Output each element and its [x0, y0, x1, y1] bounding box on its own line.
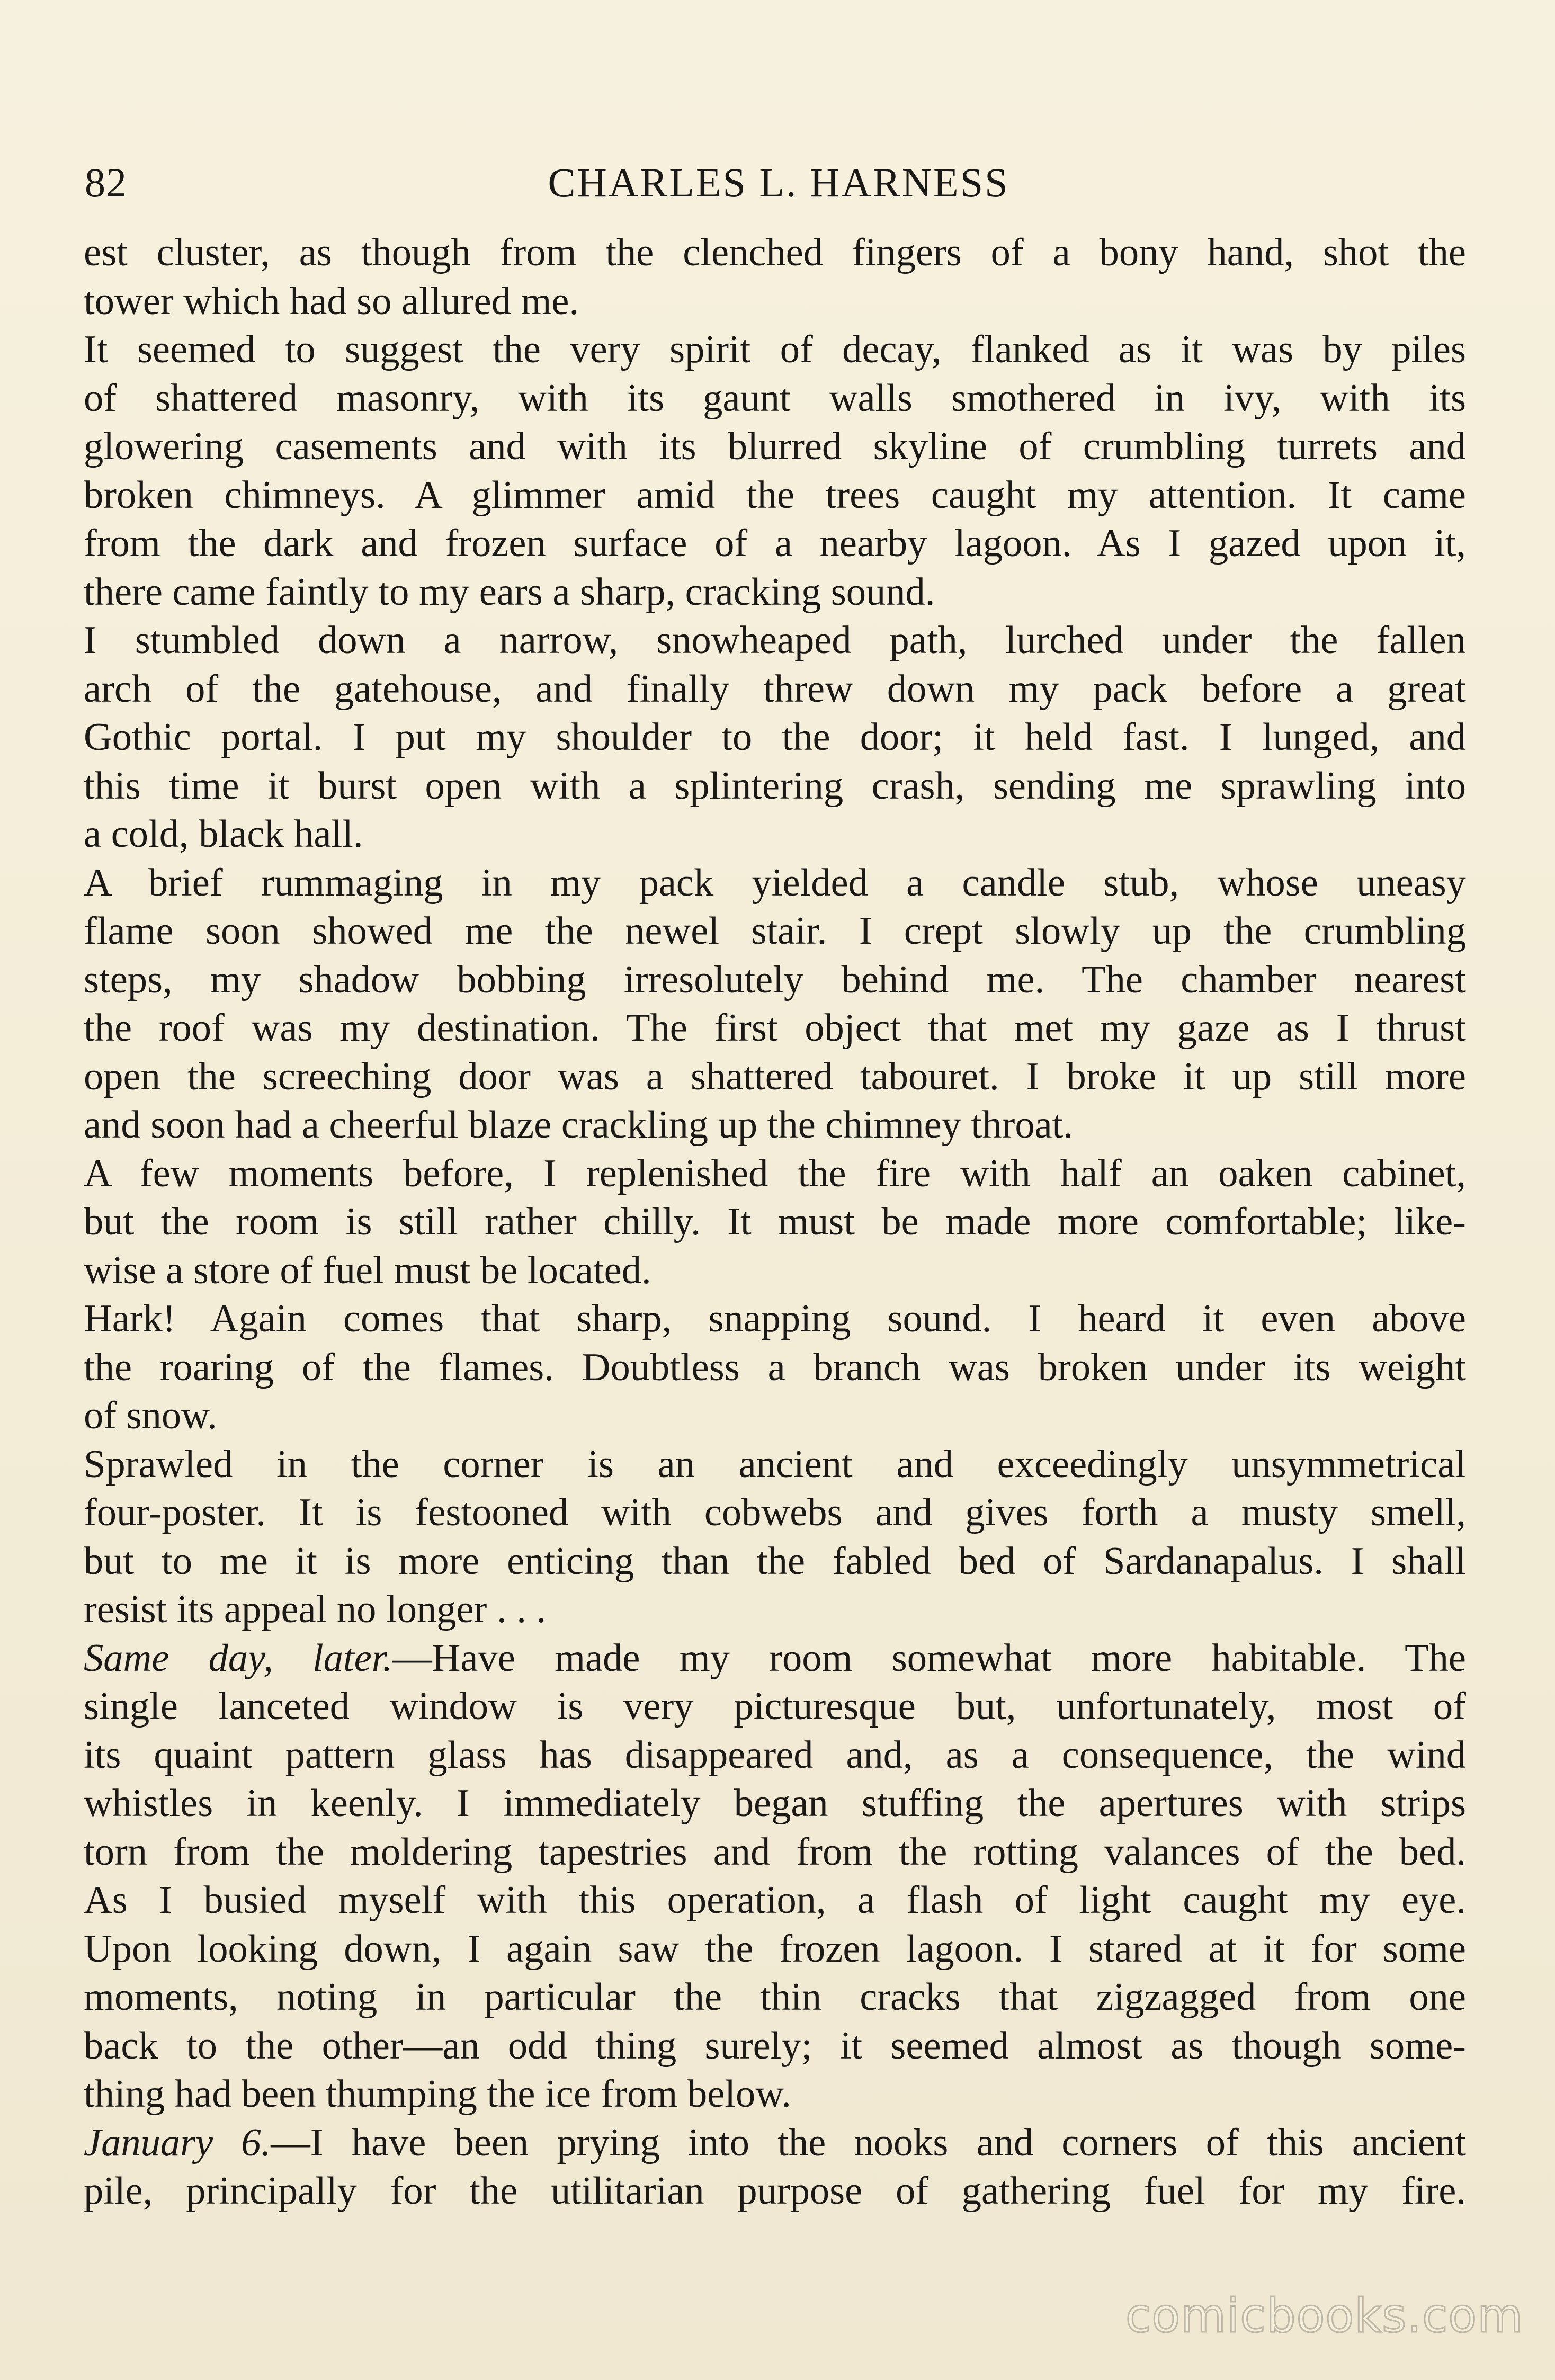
text-line: est cluster, as though from the clenched fingers of a bony hand, shot the: [84, 231, 1466, 274]
text-line: of snow.: [84, 1394, 217, 1437]
page-header: [85, 154, 1472, 212]
text-line: [84, 1634, 1466, 1683]
text-line: single lanceted window is very picturesque but, unfortunately, most of: [84, 1685, 1466, 1728]
text-line: A brief rummaging in my pack yielded a candle stub, whose uneasy: [84, 861, 1466, 905]
watermark: comicbooks.com: [1125, 2288, 1523, 2343]
text-line: I stumbled down a narrow, snowheaped path, lurched under the fallen: [84, 619, 1466, 662]
text-line: arch of the gatehouse, and finally threw down my pack before a great: [84, 667, 1466, 711]
text-line: a cold, black hall.: [84, 812, 363, 856]
text-line: and soon had a cheerful blaze crackling up the chimney throat.: [84, 1103, 1073, 1147]
text-line: It seemed to suggest the very spirit of decay, flanked as it was by piles: [84, 328, 1466, 371]
text-line: open the screeching door was a shattered tabouret. I broke it up still more: [84, 1054, 1466, 1098]
paragraph: [84, 859, 1466, 1150]
text-line: moments, noting in particular the thin cracks that zigzagged from one: [84, 1975, 1466, 2019]
text-line: the roof was my destination. The first object that met my gaze as I thrust: [84, 1006, 1466, 1050]
body-text: [84, 229, 1466, 2216]
text-line: from the dark and frozen surface of a nearby lagoon. As I gazed upon it,: [84, 522, 1466, 565]
text-line: its quaint pattern glass has disappeared and, as a consequence, the wind: [84, 1733, 1466, 1777]
paragraph: [84, 1876, 1466, 2119]
paragraph: [84, 2119, 1466, 2216]
paragraph: [84, 616, 1466, 859]
paragraph: [84, 1295, 1466, 1440]
text-line: there came faintly to my ears a sharp, cracking sound.: [84, 570, 935, 614]
running-head: CHARLES L. HARNESS: [548, 159, 1009, 205]
paragraph: [84, 1150, 1466, 1295]
text-line: flame soon showed me the newel stair. I crept slowly up the crumbling: [84, 909, 1466, 953]
text-line: A few moments before, I replenished the fire with half an oaken cabinet,: [84, 1151, 1466, 1195]
entry-date: January 6.: [84, 2120, 271, 2164]
text-line: four-poster. It is festooned with cobwebs and gives forth a musty smell,: [84, 1491, 1466, 1534]
text-line: wise a store of fuel must be located.: [84, 1248, 651, 1292]
text-line: back to the other—an odd thing surely; it seemed almost as though some-: [84, 2024, 1466, 2068]
text-line: glowering casements and with its blurred skyline of crumbling turrets and: [84, 425, 1466, 468]
text-line: Sprawled in the corner is an ancient and exceedingly unsymmetrical: [84, 1442, 1466, 1486]
text-fragment: —Have made my room somewhat more habitable. The: [392, 1636, 1466, 1680]
text-line: torn from the moldering tapestries and from the rotting valances of the bed.: [84, 1830, 1466, 1874]
text-line: As I busied myself with this operation, a flash of light caught my eye.: [84, 1878, 1466, 1922]
page-number: 82: [85, 159, 127, 205]
text-line: pile, principally for the utilitarian purpose of gathering fuel for my fire.: [84, 2169, 1466, 2213]
text-line: tower which had so allured me.: [84, 279, 579, 323]
text-line: Gothic portal. I put my shoulder to the door; it held fast. I lunged, and: [84, 715, 1466, 759]
text-line: this time it burst open with a splintering crash, sending me sprawling into: [84, 764, 1466, 808]
text-line: but the room is still rather chilly. It must be made more comfortable; like-: [84, 1200, 1466, 1243]
text-line: but to me it is more enticing than the fabled bed of Sardanapalus. I shall: [84, 1539, 1466, 1583]
paragraph: [84, 229, 1466, 326]
text-line: whistles in keenly. I immediately began stuffing the apertures with strips: [84, 1782, 1466, 1825]
paragraph: [84, 1634, 1466, 1877]
entry-date: Same day, later.: [84, 1636, 393, 1680]
text-line: [84, 2119, 1466, 2168]
text-fragment: —I have been prying into the nooks and corners of this ancient: [271, 2120, 1466, 2164]
text-line: of shattered masonry, with its gaunt walls smothered in ivy, with its: [84, 376, 1466, 420]
paragraph: [84, 1440, 1466, 1634]
text-line: thing had been thumping the ice from below.: [84, 2072, 791, 2116]
text-line: steps, my shadow bobbing irresolutely behind me. The chamber nearest: [84, 958, 1466, 1001]
text-line: broken chimneys. A glimmer amid the trees caught my attention. It came: [84, 473, 1466, 517]
text-line: Upon looking down, I again saw the frozen lagoon. I stared at it for some: [84, 1927, 1466, 1971]
text-line: resist its appeal no longer . . .: [84, 1588, 547, 1631]
paragraph: [84, 326, 1466, 616]
text-line: Hark! Again comes that sharp, snapping sound. I heard it even above: [84, 1297, 1466, 1340]
text-line: the roaring of the flames. Doubtless a branch was broken under its weight: [84, 1345, 1466, 1389]
